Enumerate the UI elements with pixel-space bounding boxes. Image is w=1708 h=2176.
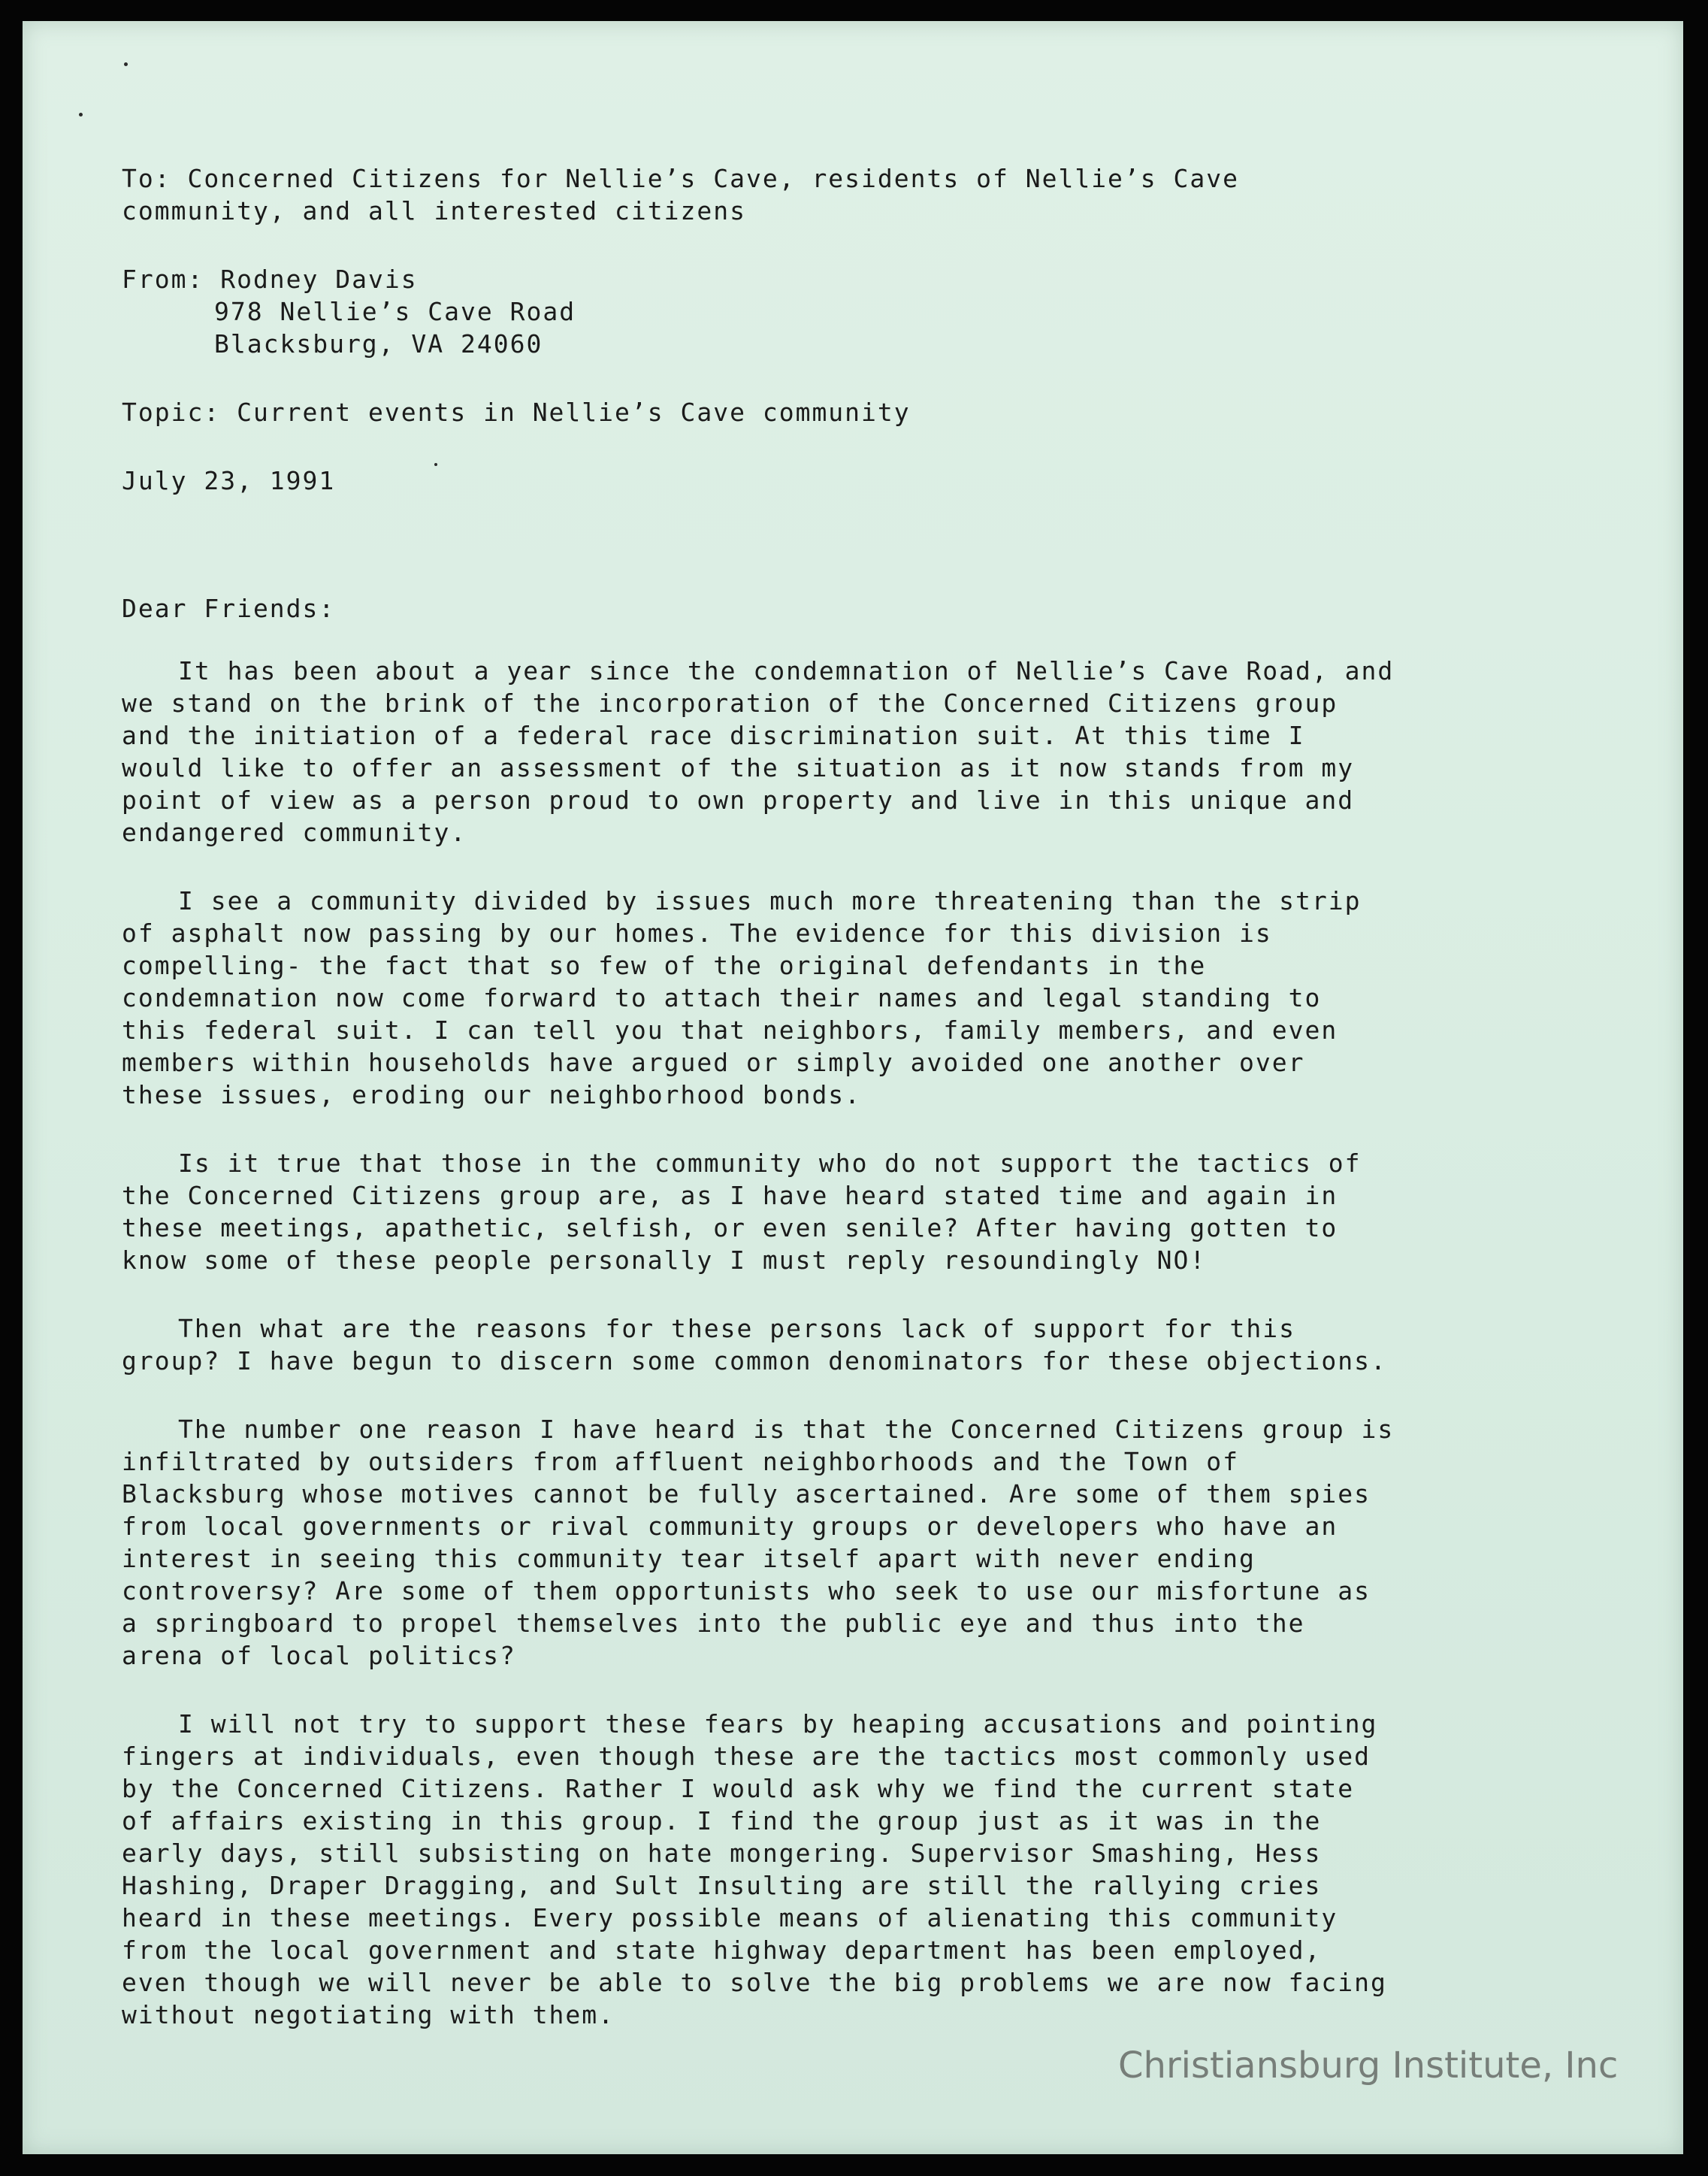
paper-speck	[124, 62, 128, 66]
paragraph-line: members within households have argued or simply avoided one another over	[122, 1048, 1305, 1077]
paragraph-line: Blacksburg whose motives cannot be fully ascertained. Are some of them spies	[122, 1479, 1371, 1509]
paragraph-line: I see a community divided by issues much more threatening than the strip	[178, 886, 1362, 915]
paragraph-line: group? I have begun to discern some common denominators for these objections.	[122, 1346, 1387, 1376]
topic-line: Topic: Current events in Nellie’s Cave community	[122, 398, 911, 427]
paragraph-line: these issues, eroding our neighborhood bonds.	[122, 1080, 862, 1109]
to-line-continued: community, and all interested citizens	[122, 196, 746, 225]
paper-speck	[79, 113, 83, 117]
paragraph	[122, 1708, 1625, 2031]
paragraph	[122, 1147, 1625, 1276]
paragraph-line: from the local government and state highway department has been employed,	[122, 1935, 1322, 1965]
paragraph-line: controversy? Are some of them opportunists who seek to use our misfortune as	[122, 1576, 1371, 1606]
paragraph-line: know some of these people personally I must reply resoundingly NO!	[122, 1245, 1207, 1275]
paragraph-line: point of view as a person proud to own property and live in this unique and	[122, 785, 1355, 815]
paragraph	[122, 1413, 1625, 1672]
paragraph-line: even though we will never be able to solve the big problems we are now facing	[122, 1968, 1387, 1997]
paragraph-line: fingers at individuals, even though these are the tactics most commonly used	[122, 1742, 1371, 1771]
paragraph-line: compelling- the fact that so few of the original defendants in the	[122, 951, 1207, 980]
letter-body	[122, 162, 1625, 2031]
paragraph-line: Then what are the reasons for these persons lack of support for this	[178, 1314, 1296, 1343]
paragraph-line: without negotiating with them.	[122, 2000, 615, 2029]
paragraph-line: arena of local politics?	[122, 1641, 516, 1670]
paragraph-line: It has been about a year since the condemnation of Nellie’s Cave Road, and	[178, 656, 1395, 685]
from-line: From: Rodney Davis	[122, 265, 418, 294]
paragraph	[122, 655, 1625, 849]
paragraph-line: from local governments or rival community groups or developers who have an	[122, 1512, 1338, 1541]
paragraph-line: of affairs existing in this group. I find the group just as it was in the	[122, 1806, 1322, 1836]
paragraph-line: I will not try to support these fears by heaping accusations and pointing	[178, 1709, 1378, 1739]
paragraph-line: would like to offer an assessment of the situation as it now stands from my	[122, 753, 1355, 782]
paragraph-line: infiltrated by outsiders from affluent neighborhoods and the Town of	[122, 1447, 1240, 1476]
paragraph-line: The number one reason I have heard is that the Concerned Citizens group is	[178, 1415, 1395, 1444]
paragraph	[122, 1312, 1625, 1377]
paragraph-line: we stand on the brink of the incorporation of the Concerned Citizens group	[122, 689, 1338, 718]
archive-watermark: Christiansburg Institute, Inc	[1118, 2044, 1619, 2087]
paragraph-line: heard in these meetings. Every possible means of alienating this community	[122, 1903, 1338, 1932]
paragraph-line: Hashing, Draper Dragging, and Sult Insulting are still the rallying cries	[122, 1871, 1322, 1900]
letter-page	[23, 21, 1683, 2154]
letter-header	[122, 162, 1625, 497]
salutation: Dear Friends:	[122, 594, 336, 623]
paragraph-line: these meetings, apathetic, selfish, or even senile? After having gotten to	[122, 1213, 1338, 1242]
address-city: Blacksburg, VA 24060	[214, 329, 543, 359]
paragraph	[122, 885, 1625, 1111]
paragraph-line: and the initiation of a federal race discrimination suit. At this time I	[122, 721, 1305, 750]
to-line: To: Concerned Citizens for Nellie’s Cave, residents of Nellie’s Cave	[122, 164, 1240, 193]
paragraph-line: condemnation now come forward to attach their names and legal standing to	[122, 983, 1322, 1012]
paragraph-line: early days, still subsisting on hate mongering. Supervisor Smashing, Hess	[122, 1839, 1322, 1868]
paragraph-line: endangered community.	[122, 818, 467, 847]
paragraph-line: by the Concerned Citizens. Rather I would ask why we find the current state	[122, 1774, 1355, 1803]
paragraph-line: of asphalt now passing by our homes. The evidence for this division is	[122, 919, 1272, 948]
paragraph-line: interest in seeing this community tear itself apart with never ending	[122, 1544, 1256, 1573]
address-street: 978 Nellie’s Cave Road	[214, 297, 576, 326]
paragraph-line: the Concerned Citizens group are, as I have heard stated time and again in	[122, 1181, 1338, 1210]
paragraph-line: a springboard to propel themselves into the public eye and thus into the	[122, 1609, 1305, 1638]
date-line: July 23, 1991	[122, 466, 336, 495]
paragraph-line: this federal suit. I can tell you that neighbors, family members, and even	[122, 1015, 1338, 1045]
paragraph-line: Is it true that those in the community who do not support the tactics of	[178, 1149, 1362, 1178]
